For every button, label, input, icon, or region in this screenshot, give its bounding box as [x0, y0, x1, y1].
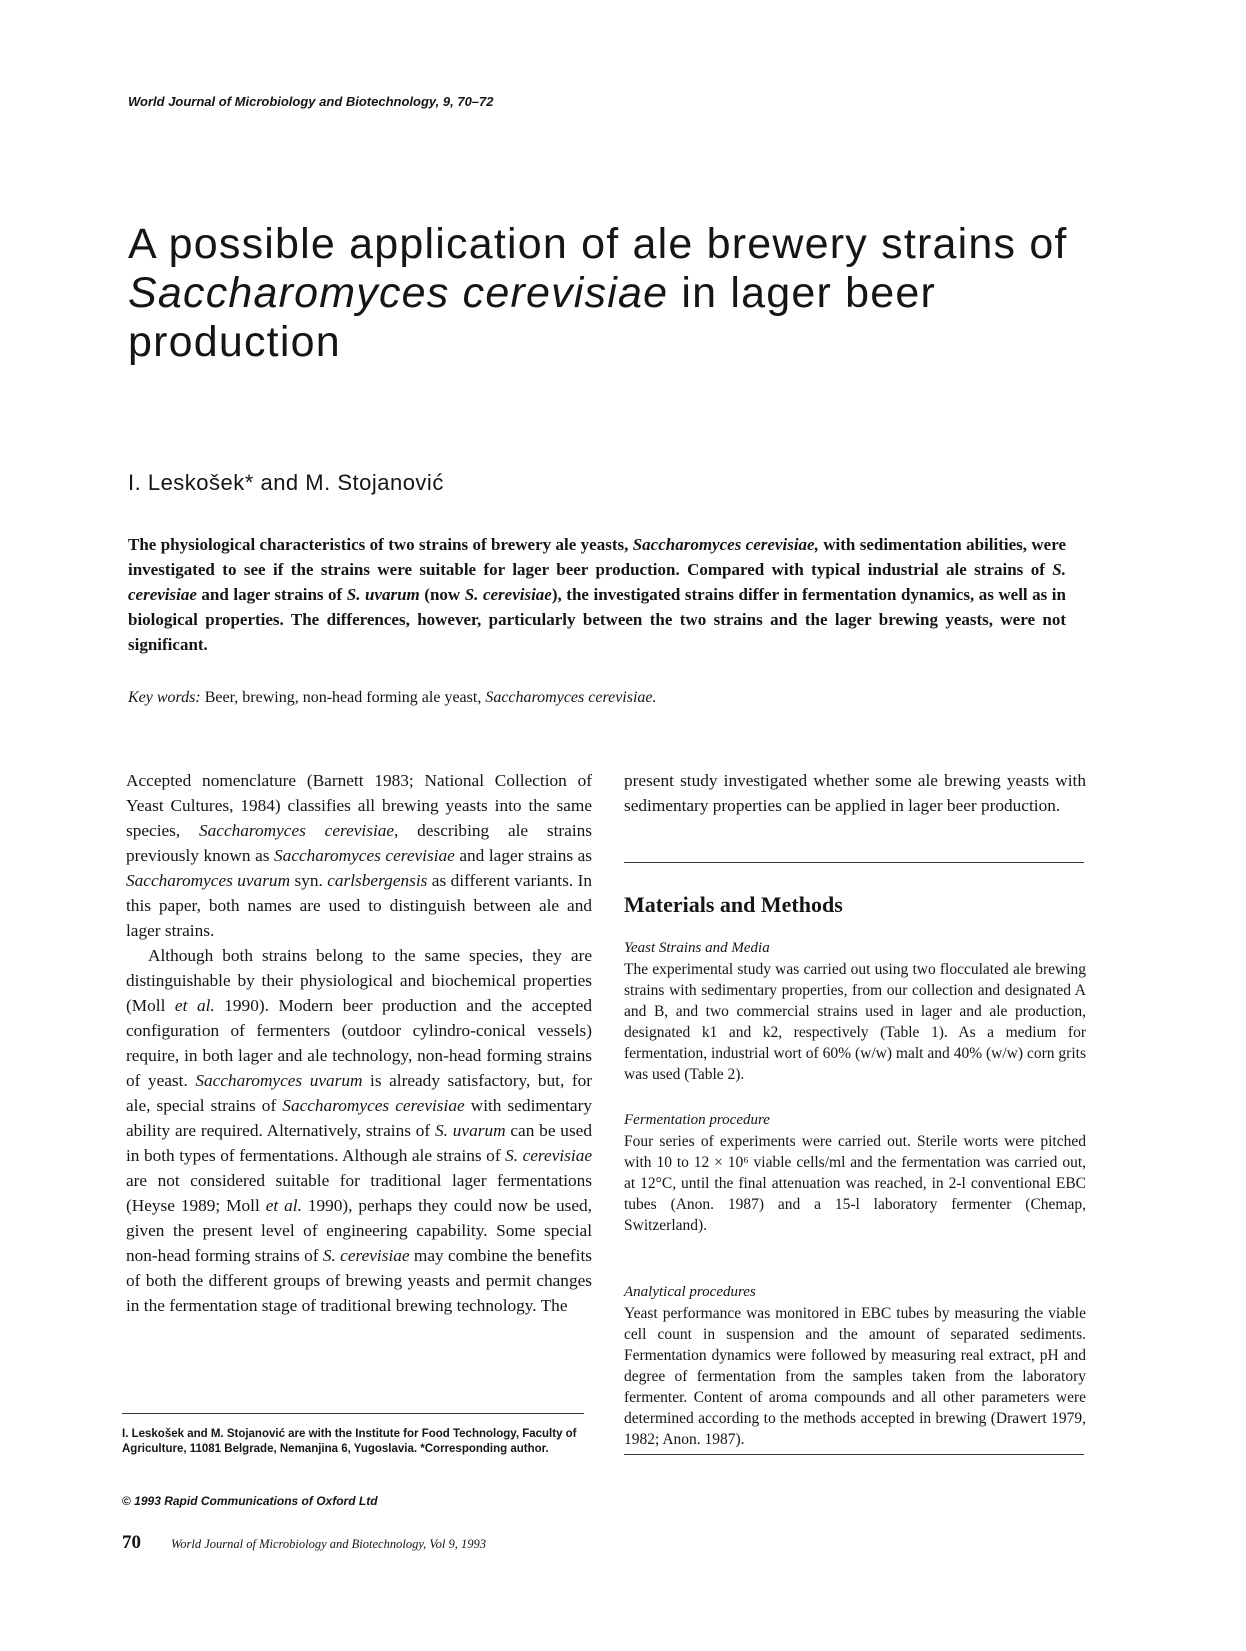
abstract [128, 532, 1066, 657]
body-text: 1990), perhaps they could now be used, given the present level of engineering capability. Some special non-head forming strains of [126, 1196, 593, 1265]
title-part-1: A possible application of ale brewery strains of [128, 220, 1068, 268]
subsection-title: Analytical procedures [624, 1284, 756, 1300]
body-text: Accepted nomenclature (Barnett 1983; National Collection of Yeast Cultures, 1984) classifies all brewing yeasts into the same species, [126, 771, 592, 840]
body-text: are not considered suitable for traditional lager fermentations (Heyse 1989; Moll [126, 1171, 592, 1215]
body-column-right [624, 768, 1086, 818]
abstract-text: ), the investigated strains differ in fermentation dynamics, as well as in biological properties. The differences, however, particularly between the two strains and the lager brewing yeasts, were not significant. [128, 585, 1066, 654]
article-title [128, 220, 1138, 367]
subsection-title: Yeast Strains and Media [624, 940, 770, 956]
running-head: World Journal of Microbiology and Biotechnology, 9, 70–72 [128, 94, 494, 109]
copyright-symbol: © [122, 1494, 131, 1508]
body-italic: Saccharomyces cerevisiae, [199, 821, 399, 840]
body-italic: Saccharomyces cerevisiae [282, 1096, 465, 1115]
body-italic: carlsbergensis [327, 871, 428, 890]
subsection-fermentation [624, 1110, 1086, 1236]
keywords [128, 689, 657, 707]
title-part-2: in lager beer production [128, 269, 937, 366]
abstract-species: S. cerevisiae [464, 585, 552, 604]
section-heading: Materials and Methods [624, 892, 843, 917]
body-italic: S. cerevisiae [505, 1146, 593, 1165]
intro-continuation: present study investigated whether some ale brewing yeasts with sedimentary properties can be applied in lager beer production. [624, 771, 1086, 815]
subsection-text: The experimental study was carried out using two flocculated ale brewing strains with sedimentary properties, from our collection and designated A and B, and two commercial strains used in lager and ale production, designated k1 and k2, respectively (Table 1). As a medium for fermentation, industrial wort of 60% (w/w) malt and 40% (w/w) corn grits was used (Table 2). [624, 961, 1086, 1083]
page-number: 70 [122, 1532, 141, 1553]
body-text: is already satisfactory, but, for ale, special strains of [126, 1071, 592, 1115]
abstract-text: The physiological characteristics of two strains of brewery ale yeasts, [128, 535, 633, 554]
subsection-title: Fermentation procedure [624, 1112, 770, 1128]
body-italic: et al. [174, 996, 215, 1015]
copyright-line [122, 1494, 378, 1508]
copyright-text: 1993 Rapid Communications of Oxford Ltd [130, 1494, 378, 1508]
body-italic: S. cerevisiae [322, 1246, 410, 1265]
body-text: with sedimentary ability are required. Alternatively, strains of [126, 1096, 592, 1140]
title-species: Saccharomyces cerevisiae [128, 269, 669, 317]
body-italic: S. uvarum [434, 1121, 506, 1140]
body-text: and lager strains as [454, 846, 592, 865]
footer-journal-name: World Journal of Microbiology and Biotechnology, Vol 9, 1993 [171, 1537, 487, 1551]
author-affiliation-footnote: I. Leskošek and M. Stojanović are with the Institute for Food Technology, Faculty of Agriculture, 11081 Belgrade, Nemanjina 6, Yugoslavia. *Corresponding author. [122, 1428, 577, 1455]
body-italic: Saccharomyces uvarum [195, 1071, 363, 1090]
keywords-text: Beer, brewing, non-head forming ale yeast, [200, 689, 486, 706]
section-divider [624, 862, 1084, 863]
abstract-species: S. cerevisiae [128, 560, 1066, 604]
subsection-text: Yeast performance was monitored in EBC tubes by measuring the viable cell count in suspension and the amount of separated sediments. Fermentation dynamics were followed by measuring real extract, pH and degree of fermentation from the samples taken from the laboratory fermenter. Content of aroma compounds and all other parameters were determined according to the methods accepted in brewing (Drawert 1979, 1982; Anon. 1987). [624, 1305, 1086, 1448]
body-column-left [126, 768, 592, 1318]
section-end-rule [624, 1454, 1084, 1455]
body-text: syn. [290, 871, 328, 890]
abstract-species: Saccharomyces cerevisiae, [632, 535, 819, 554]
keywords-label: Key words: [128, 689, 201, 706]
author-list: I. Leskošek* and M. Stojanović [128, 470, 444, 495]
intro-paragraph-1 [126, 768, 592, 943]
footnote-rule [122, 1413, 584, 1414]
body-italic: et al. [265, 1196, 302, 1215]
subsection-yeast-strains [624, 938, 1086, 1085]
abstract-text: and lager strains of [196, 585, 347, 604]
subsection-text: Four series of experiments were carried out. Sterile worts were pitched with 10 to 12 × 10⁶ viable cells/ml and the fermentation was carried out, at 12°C, until the final attenuation was reached, in 2-l conventional EBC tubes (Anon. 1987) and a 15-l laboratory fermenter (Chemap, Switzerland). [624, 1133, 1086, 1234]
body-text: Although both strains belong to the same species, they are distinguishable by their physiological and biochemical properties (Moll [126, 946, 592, 1015]
subsection-analytical [624, 1282, 1086, 1450]
abstract-species: S. uvarum [346, 585, 420, 604]
body-italic: Saccharomyces cerevisiae [274, 846, 455, 865]
body-italic: Saccharomyces uvarum [126, 871, 291, 890]
abstract-text: with sedimentation abilities, were investigated to see if the strains were suitable for lager beer production. Compared with typical industrial ale strains of [128, 535, 1066, 579]
abstract-text: (now [419, 585, 465, 604]
keywords-species: Saccharomyces cerevisiae. [485, 689, 657, 706]
body-text: can be used in both types of fermentations. Although ale strains of [126, 1121, 592, 1165]
page-footer [122, 1532, 486, 1554]
body-text: 1990). Modern beer production and the accepted configuration of fermenters (outdoor cylindro-conical vessels) require, in both lager and ale technology, non-head forming strains of yeast. [126, 996, 593, 1090]
body-text: as different variants. In this paper, both names are used to distinguish between ale and lager strains. [126, 871, 593, 940]
body-text: may combine the benefits of both the different groups of brewing yeasts and permit changes in the fermentation stage of traditional brewing technology. The [126, 1246, 593, 1315]
body-text: describing ale strains previously known as [126, 821, 592, 865]
intro-paragraph-2 [126, 943, 592, 1318]
